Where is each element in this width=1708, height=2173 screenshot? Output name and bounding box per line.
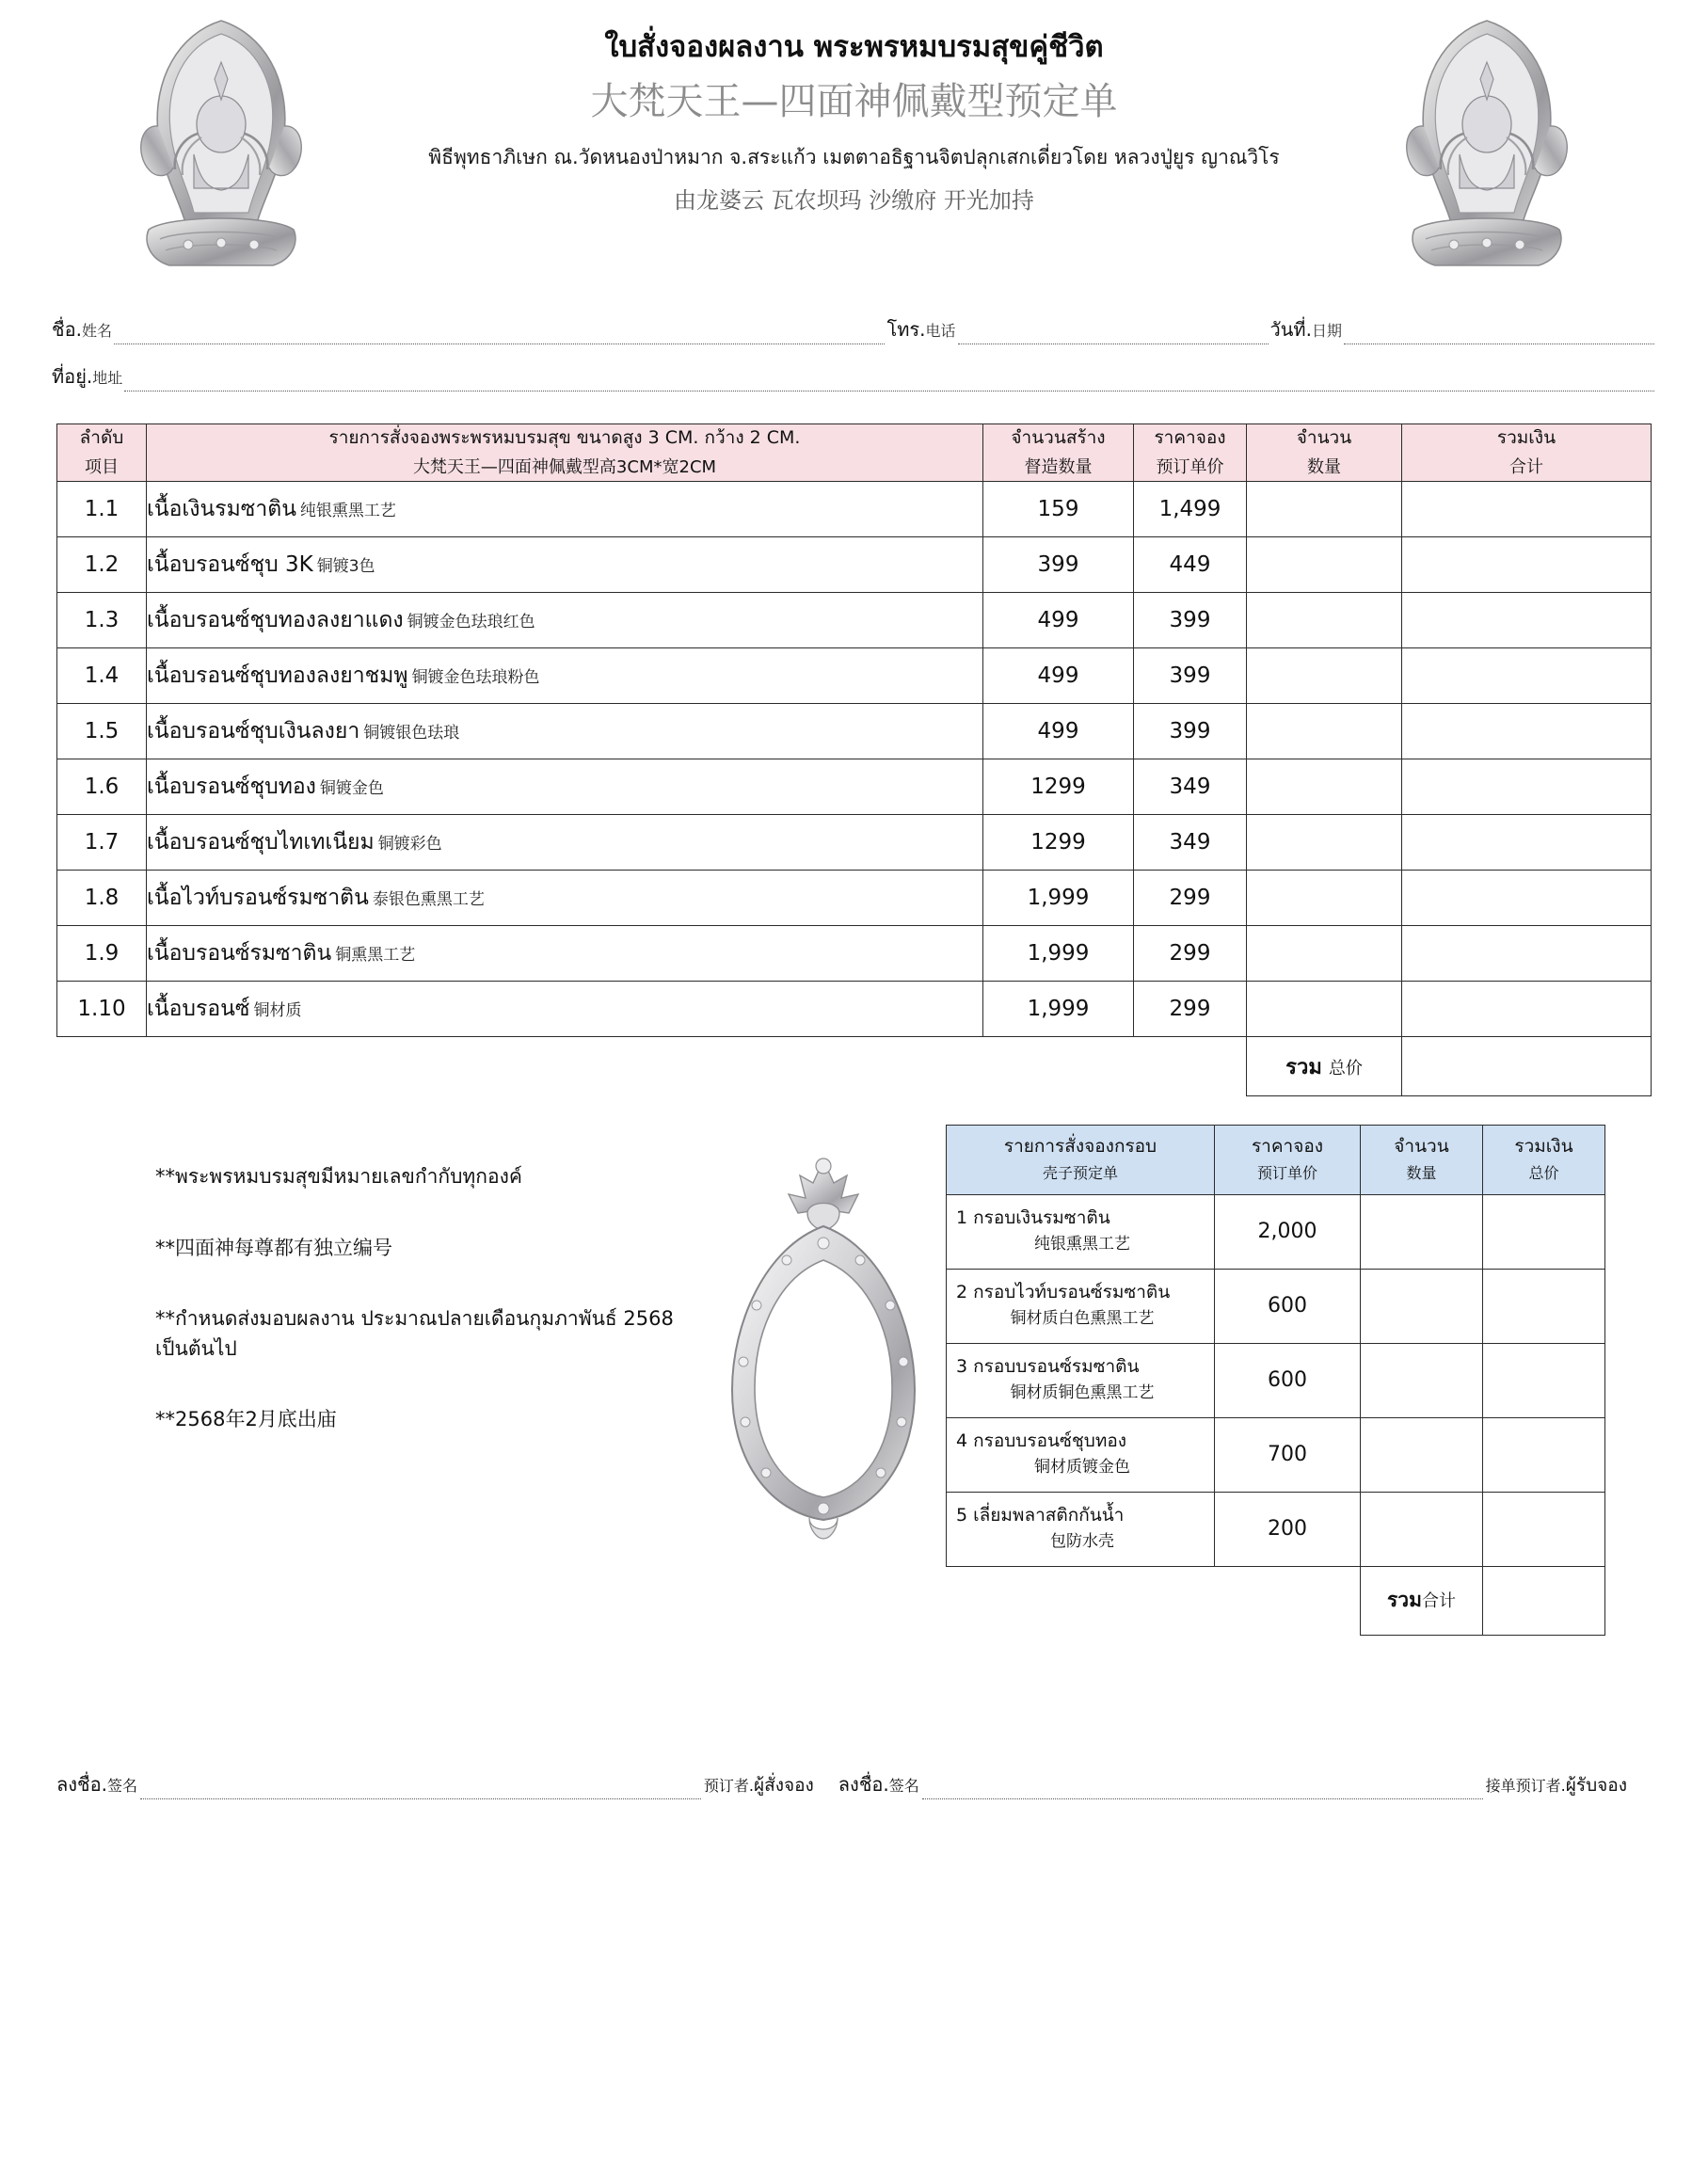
row-total-input[interactable]	[1402, 759, 1652, 815]
frame-order-table-wrap	[946, 1125, 1604, 1636]
frame-row-description: 2 กรอบไวท์บรอนซ์รมซาติน 铜材质白色熏黑工艺	[947, 1269, 1215, 1343]
row-quantity-made: 1299	[983, 759, 1134, 815]
spacer-cell-4	[1134, 1037, 1247, 1096]
row-quantity-made: 499	[983, 704, 1134, 759]
row-total-input[interactable]	[1402, 482, 1652, 537]
header-cell-order-qty: จำนวน 数量	[1247, 424, 1402, 482]
row-price: 399	[1134, 704, 1247, 759]
page-title-thai: ใบสั่งจองผลงาน พระพรหมบรมสุขคู่ชีวิต	[604, 30, 1104, 64]
row-description: เนื้อบรอนซ์ 铜材质	[147, 982, 983, 1037]
row-no: 1.9	[57, 926, 147, 982]
row-price: 299	[1134, 982, 1247, 1037]
frame-spacer-cell-1	[947, 1566, 1215, 1635]
row-price: 1,499	[1134, 482, 1247, 537]
row-order-qty-input[interactable]	[1247, 482, 1402, 537]
frame-row-total-input[interactable]	[1483, 1269, 1605, 1343]
customer-fields	[0, 314, 1708, 391]
row-quantity-made: 1,999	[983, 871, 1134, 926]
note-item: **四面神每尊都有独立编号	[155, 1236, 392, 1259]
row-order-qty-input[interactable]	[1247, 926, 1402, 982]
note-item: **พระพรหมบรมสุขมีหมายเลขกำกับทุกองค์	[155, 1165, 522, 1189]
lower-section	[0, 1125, 1708, 1727]
row-price: 449	[1134, 537, 1247, 593]
row-order-qty-input[interactable]	[1247, 759, 1402, 815]
row-quantity-made: 1,999	[983, 982, 1134, 1037]
row-price: 299	[1134, 926, 1247, 982]
customer-signature-tail: 预订者.ผู้สั่งจอง	[703, 1775, 814, 1796]
row-total-input[interactable]	[1402, 871, 1652, 926]
header-cell-price: ราคาจอง 预订单价	[1134, 424, 1247, 482]
frame-order-table	[946, 1125, 1605, 1636]
row-total-input[interactable]	[1402, 926, 1652, 982]
row-no: 1.2	[57, 537, 147, 593]
header-cell-no: ลำดับ 项目	[57, 424, 147, 482]
frame-row-qty-input[interactable]	[1361, 1417, 1483, 1492]
header-cell-description: รายการสั่งจองพระพรหมบรมสุข ขนาดสูง 3 CM. กว้าง 2 CM. 大梵天王—四面神佩戴型高3CM*宽2CM	[147, 424, 983, 482]
row-price: 299	[1134, 871, 1247, 926]
table-row	[57, 482, 1652, 537]
name-input[interactable]	[114, 330, 886, 344]
row-total-input[interactable]	[1402, 593, 1652, 648]
table-row	[57, 871, 1652, 926]
row-quantity-made: 399	[983, 537, 1134, 593]
row-no: 1.7	[57, 815, 147, 871]
row-description: เนื้อไวท์บรอนซ์รมซาติน 泰银色熏黑工艺	[147, 871, 983, 926]
brahma-statue-image-right	[1397, 13, 1576, 296]
spacer-cell-3	[983, 1037, 1134, 1096]
frame-row-price: 600	[1215, 1343, 1361, 1417]
amulet-order-table-wrap	[56, 423, 1652, 1096]
customer-signature-input[interactable]	[140, 1785, 701, 1799]
row-description: เนื้อบรอนซ์ชุบไทเทเนียม 铜镀彩色	[147, 815, 983, 871]
customer-signature-label: ลงชื่อ.签名	[56, 1773, 137, 1796]
row-no: 1.6	[57, 759, 147, 815]
document-header	[0, 0, 1708, 311]
table-row	[57, 593, 1652, 648]
row-no: 1.5	[57, 704, 147, 759]
receiver-signature-input[interactable]	[922, 1785, 1483, 1799]
row-order-qty-input[interactable]	[1247, 537, 1402, 593]
row-order-qty-input[interactable]	[1247, 982, 1402, 1037]
frame-row-qty-input[interactable]	[1361, 1269, 1483, 1343]
frame-header-qty: จำนวน 数量	[1361, 1126, 1483, 1195]
frame-row-qty-input[interactable]	[1361, 1492, 1483, 1566]
spacer-cell-2	[147, 1037, 983, 1096]
row-total-input[interactable]	[1402, 648, 1652, 704]
header-text-block	[282, 28, 1426, 217]
frame-row-total-input[interactable]	[1483, 1417, 1605, 1492]
row-no: 1.1	[57, 482, 147, 537]
table-header-row	[57, 424, 1652, 482]
header-cell-quantity-made: จำนวนสร้าง 督造数量	[983, 424, 1134, 482]
address-row	[52, 361, 1656, 391]
row-quantity-made: 499	[983, 648, 1134, 704]
row-price: 349	[1134, 815, 1247, 871]
table-total-row	[57, 1037, 1652, 1096]
row-description: เนื้อบรอนซ์ชุบทองลงยาชมพู 铜镀金色珐琅粉色	[147, 648, 983, 704]
receiver-signature-label: ลงชื่อ.签名	[838, 1773, 919, 1796]
frame-total-label: รวม合计	[1361, 1566, 1483, 1635]
amulet-order-table	[56, 423, 1652, 1096]
frame-row-description: 1 กรอบเงินรมซาติน 纯银熏黑工艺	[947, 1194, 1215, 1269]
row-no: 1.8	[57, 871, 147, 926]
row-no: 1.3	[57, 593, 147, 648]
row-total-input[interactable]	[1402, 704, 1652, 759]
grand-total-label: รวม 总价	[1247, 1037, 1402, 1096]
address-label: ที่อยู่.地址	[52, 365, 123, 388]
table-row	[57, 704, 1652, 759]
row-price: 399	[1134, 648, 1247, 704]
frame-table-row	[947, 1492, 1605, 1566]
row-quantity-made: 499	[983, 593, 1134, 648]
frame-table-row	[947, 1417, 1605, 1492]
row-description: เนื้อบรอนซ์ชุบ 3K 铜镀3色	[147, 537, 983, 593]
table-row	[57, 982, 1652, 1037]
row-description: เนื้อบรอนซ์ชุบทอง 铜镀金色	[147, 759, 983, 815]
frame-row-qty-input[interactable]	[1361, 1194, 1483, 1269]
row-order-qty-input[interactable]	[1247, 593, 1402, 648]
row-description: เนื้อบรอนซ์ชุบเงินลงยา 铜镀银色珐琅	[147, 704, 983, 759]
row-order-qty-input[interactable]	[1247, 704, 1402, 759]
frame-spacer-cell-2	[1215, 1566, 1361, 1635]
table-row	[57, 815, 1652, 871]
name-label: ชื่อ.姓名	[52, 318, 112, 341]
row-total-input[interactable]	[1402, 982, 1652, 1037]
frame-header-price: ราคาจอง 预订单价	[1215, 1126, 1361, 1195]
frame-table-row	[947, 1194, 1605, 1269]
grand-total-input[interactable]	[1402, 1037, 1652, 1096]
phone-input[interactable]	[958, 330, 1269, 344]
row-total-input[interactable]	[1402, 537, 1652, 593]
page-title-chinese: 大梵天王—四面神佩戴型预定单	[590, 79, 1118, 123]
frame-row-price: 2,000	[1215, 1194, 1361, 1269]
table-row	[57, 537, 1652, 593]
row-price: 349	[1134, 759, 1247, 815]
frame-header-total: รวมเงิน 总价	[1483, 1126, 1605, 1195]
frame-row-price: 700	[1215, 1417, 1361, 1492]
row-quantity-made: 1299	[983, 815, 1134, 871]
table-row	[57, 759, 1652, 815]
frame-table-row	[947, 1269, 1605, 1343]
subtitle-thai: พิธีพุทธาภิเษก ณ.วัดหนองป่าหมาก จ.สระแก้ว เมตตาอธิฐานจิตปลุกเสกเดี่ยวโดย หลวงปู่ยูร ญาณวิโร	[428, 145, 1280, 168]
row-description: เนื้อเงินรมซาติน 纯银熏黑工艺	[147, 482, 983, 537]
signature-row	[56, 1769, 1652, 1799]
date-label: วันที่.日期	[1269, 318, 1342, 341]
name-phone-date-row	[52, 314, 1656, 344]
frame-row-total-input[interactable]	[1483, 1343, 1605, 1417]
note-item: **กำหนดส่งมอบผลงาน ประมาณปลายเดือนกุมภาพันธ์ 2568 เป็นต้นไป	[155, 1307, 674, 1360]
row-quantity-made: 159	[983, 482, 1134, 537]
row-total-input[interactable]	[1402, 815, 1652, 871]
header-cell-total: รวมเงิน 合计	[1402, 424, 1652, 482]
row-description: เนื้อบรอนซ์รมซาติน 铜熏黑工艺	[147, 926, 983, 982]
date-input[interactable]	[1344, 330, 1654, 344]
phone-label: โทร.电话	[886, 318, 956, 341]
row-description: เนื้อบรอนซ์ชุบทองลงยาแดง 铜镀金色珐琅红色	[147, 593, 983, 648]
row-price: 399	[1134, 593, 1247, 648]
row-order-qty-input[interactable]	[1247, 648, 1402, 704]
frame-header-row	[947, 1126, 1605, 1195]
table-row	[57, 926, 1652, 982]
frame-row-description: 3 กรอบบรอนซ์รมซาติน 铜材质铜色熏黑工艺	[947, 1343, 1215, 1417]
receiver-signature-tail: 接单预订者.ผู้รับจอง	[1485, 1775, 1627, 1796]
frame-row-qty-input[interactable]	[1361, 1343, 1483, 1417]
row-order-qty-input[interactable]	[1247, 871, 1402, 926]
table-row	[57, 648, 1652, 704]
subtitle-chinese: 由龙婆云 瓦农坝玛 沙缴府 开光加持	[674, 187, 1034, 215]
frame-row-description: 4 กรอบบรอนซ์ชุบทอง 铜材质镀金色	[947, 1417, 1215, 1492]
frame-table-row	[947, 1343, 1605, 1417]
row-no: 1.10	[57, 982, 147, 1037]
spacer-cell-1	[57, 1037, 147, 1096]
row-quantity-made: 1,999	[983, 926, 1134, 982]
frame-row-total-input[interactable]	[1483, 1194, 1605, 1269]
frame-row-price: 600	[1215, 1269, 1361, 1343]
frame-total-row	[947, 1566, 1605, 1635]
frame-row-description: 5 เลี่ยมพลาสติกกันน้ำ 包防水壳	[947, 1492, 1215, 1566]
amulet-frame-image	[696, 1143, 950, 1548]
note-item: **2568年2月底出庙	[155, 1408, 337, 1431]
row-no: 1.4	[57, 648, 147, 704]
address-input[interactable]	[124, 377, 1654, 391]
row-order-qty-input[interactable]	[1247, 815, 1402, 871]
frame-row-total-input[interactable]	[1483, 1492, 1605, 1566]
frame-row-price: 200	[1215, 1492, 1361, 1566]
frame-header-description: รายการสั่งจองกรอบ 壳子预定单	[947, 1126, 1215, 1195]
notes-block	[155, 1162, 682, 1477]
frame-total-input[interactable]	[1483, 1566, 1605, 1635]
